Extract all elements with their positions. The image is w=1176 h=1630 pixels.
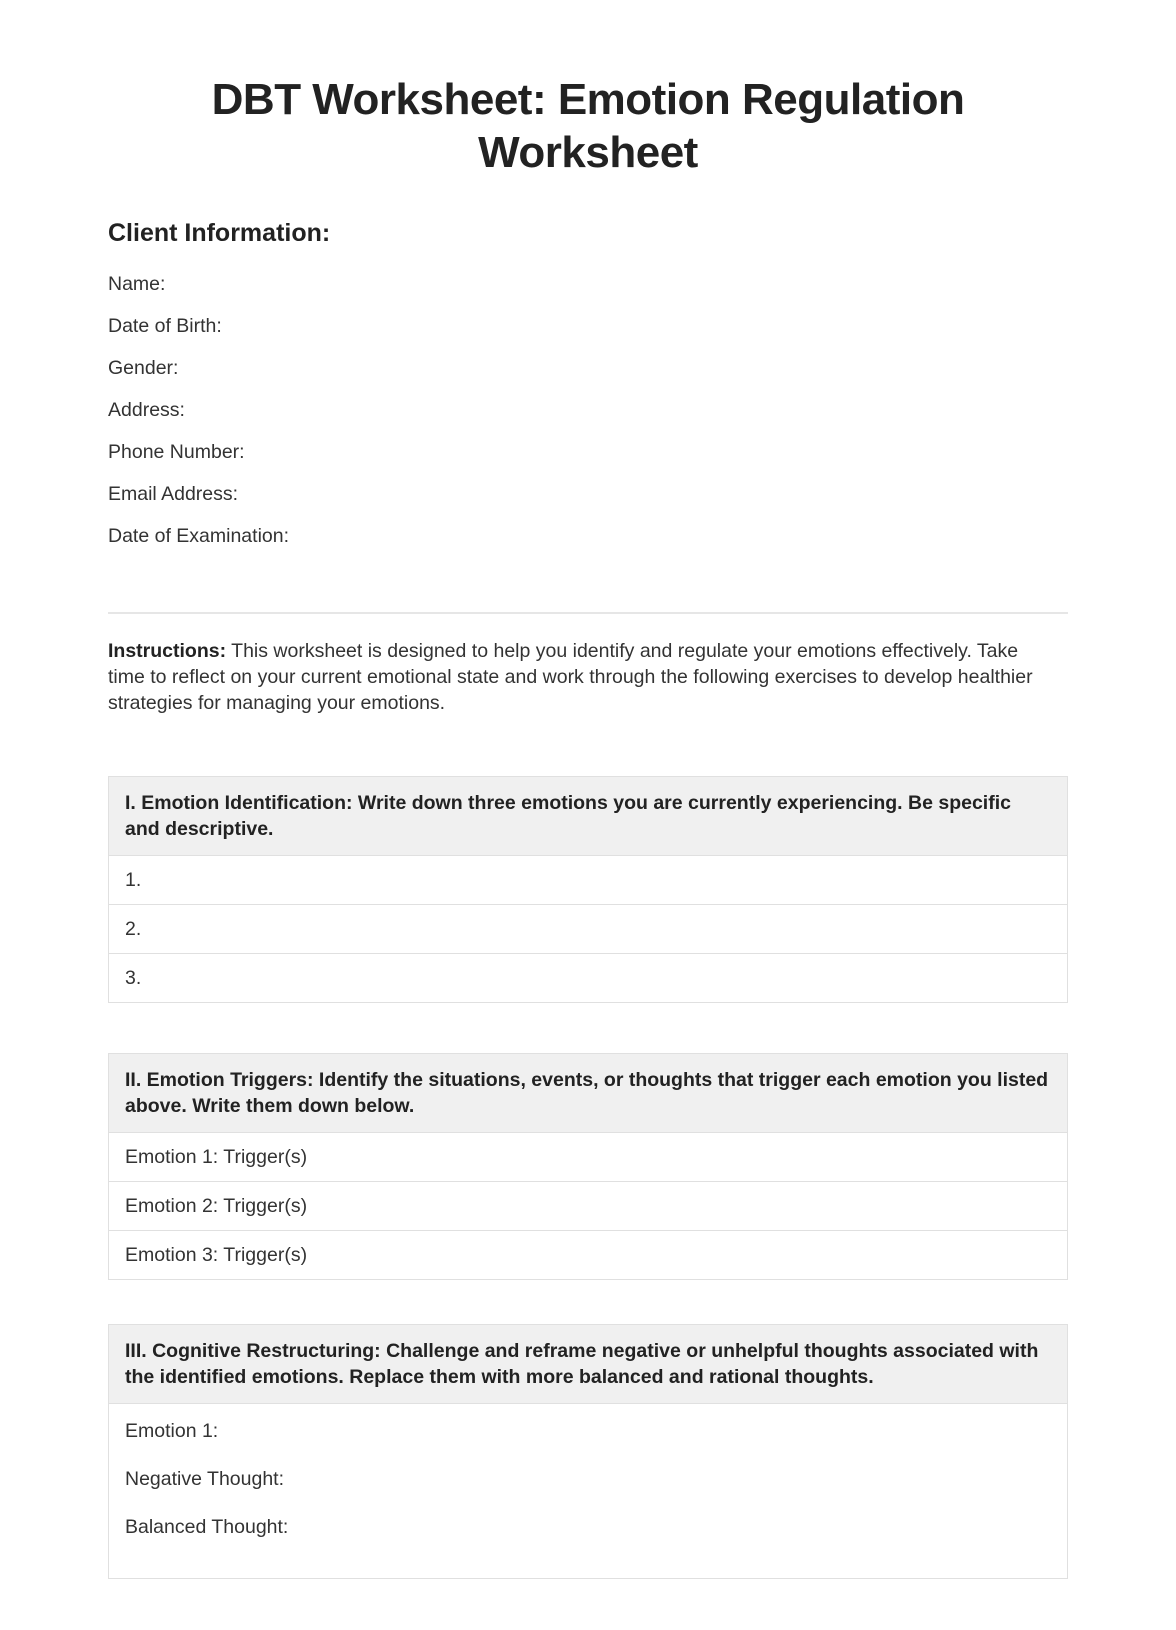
table-row bbox=[109, 1230, 1068, 1279]
section-emotion-identification bbox=[108, 776, 1068, 1003]
field-phone-number: Phone Number: bbox=[108, 440, 245, 463]
field-address: Address: bbox=[108, 398, 185, 421]
instructions-body: This worksheet is designed to help you identify and regulate your emotions effectively. Take time to reflect on your current emotional state and work through the following exercises to develop healthier strategies for managing your emotions. bbox=[108, 639, 1033, 714]
instructions-paragraph bbox=[108, 638, 1048, 716]
field-name: Name: bbox=[108, 272, 166, 295]
section-emotion-triggers bbox=[108, 1053, 1068, 1280]
table-row bbox=[109, 1132, 1068, 1181]
page-title: DBT Worksheet: Emotion Regulation Worksheet bbox=[211, 75, 965, 177]
table-row bbox=[109, 953, 1068, 1002]
negative-thought-label: Negative Thought: bbox=[125, 1467, 284, 1490]
table-row bbox=[109, 1403, 1068, 1578]
table-header-row bbox=[109, 776, 1068, 855]
client-information-fields bbox=[108, 274, 1068, 546]
table-header-row bbox=[109, 1324, 1068, 1403]
trigger-2-answer-cell[interactable]: Emotion 2: Trigger(s) bbox=[109, 1181, 1068, 1230]
emotion-triggers-table bbox=[108, 1053, 1068, 1280]
emotion-1-answer-cell[interactable]: 1. bbox=[109, 855, 1068, 904]
emotion-3-answer-cell[interactable]: 3. bbox=[109, 953, 1068, 1002]
field-date-of-examination: Date of Examination: bbox=[108, 524, 290, 547]
trigger-1-answer-cell[interactable]: Emotion 1: Trigger(s) bbox=[109, 1132, 1068, 1181]
emotion-1-label: Emotion 1: bbox=[125, 1419, 219, 1442]
section-divider bbox=[108, 612, 1068, 614]
trigger-3-answer-cell[interactable]: Emotion 3: Trigger(s) bbox=[109, 1230, 1068, 1279]
emotion-triggers-header: II. Emotion Triggers: Identify the situations, events, or thoughts that trigger each emotion you listed above. Write them down below. bbox=[109, 1053, 1068, 1132]
table-row bbox=[109, 1181, 1068, 1230]
emotion-2-answer-cell[interactable]: 2. bbox=[109, 904, 1068, 953]
cognitive-restructuring-answer-cell[interactable] bbox=[109, 1403, 1068, 1578]
cognitive-restructuring-table bbox=[108, 1324, 1068, 1579]
section-cognitive-restructuring bbox=[108, 1324, 1068, 1579]
field-email-address: Email Address: bbox=[108, 482, 239, 505]
table-row bbox=[109, 904, 1068, 953]
table-row bbox=[109, 855, 1068, 904]
client-information-heading: Client Information: bbox=[108, 218, 331, 247]
field-date-of-birth: Date of Birth: bbox=[108, 314, 222, 337]
emotion-identification-header: I. Emotion Identification: Write down three emotions you are currently experiencing. Be specific and descriptive. bbox=[109, 776, 1068, 855]
field-gender: Gender: bbox=[108, 356, 179, 379]
emotion-identification-table bbox=[108, 776, 1068, 1003]
client-information-section bbox=[108, 218, 1068, 546]
balanced-thought-label: Balanced Thought: bbox=[125, 1515, 289, 1538]
table-header-row bbox=[109, 1053, 1068, 1132]
instructions-label: Instructions: bbox=[108, 639, 227, 662]
cognitive-restructuring-header: III. Cognitive Restructuring: Challenge and reframe negative or unhelpful thoughts associated with the identified emotions. Replace them with more balanced and rational thoughts. bbox=[109, 1324, 1068, 1403]
